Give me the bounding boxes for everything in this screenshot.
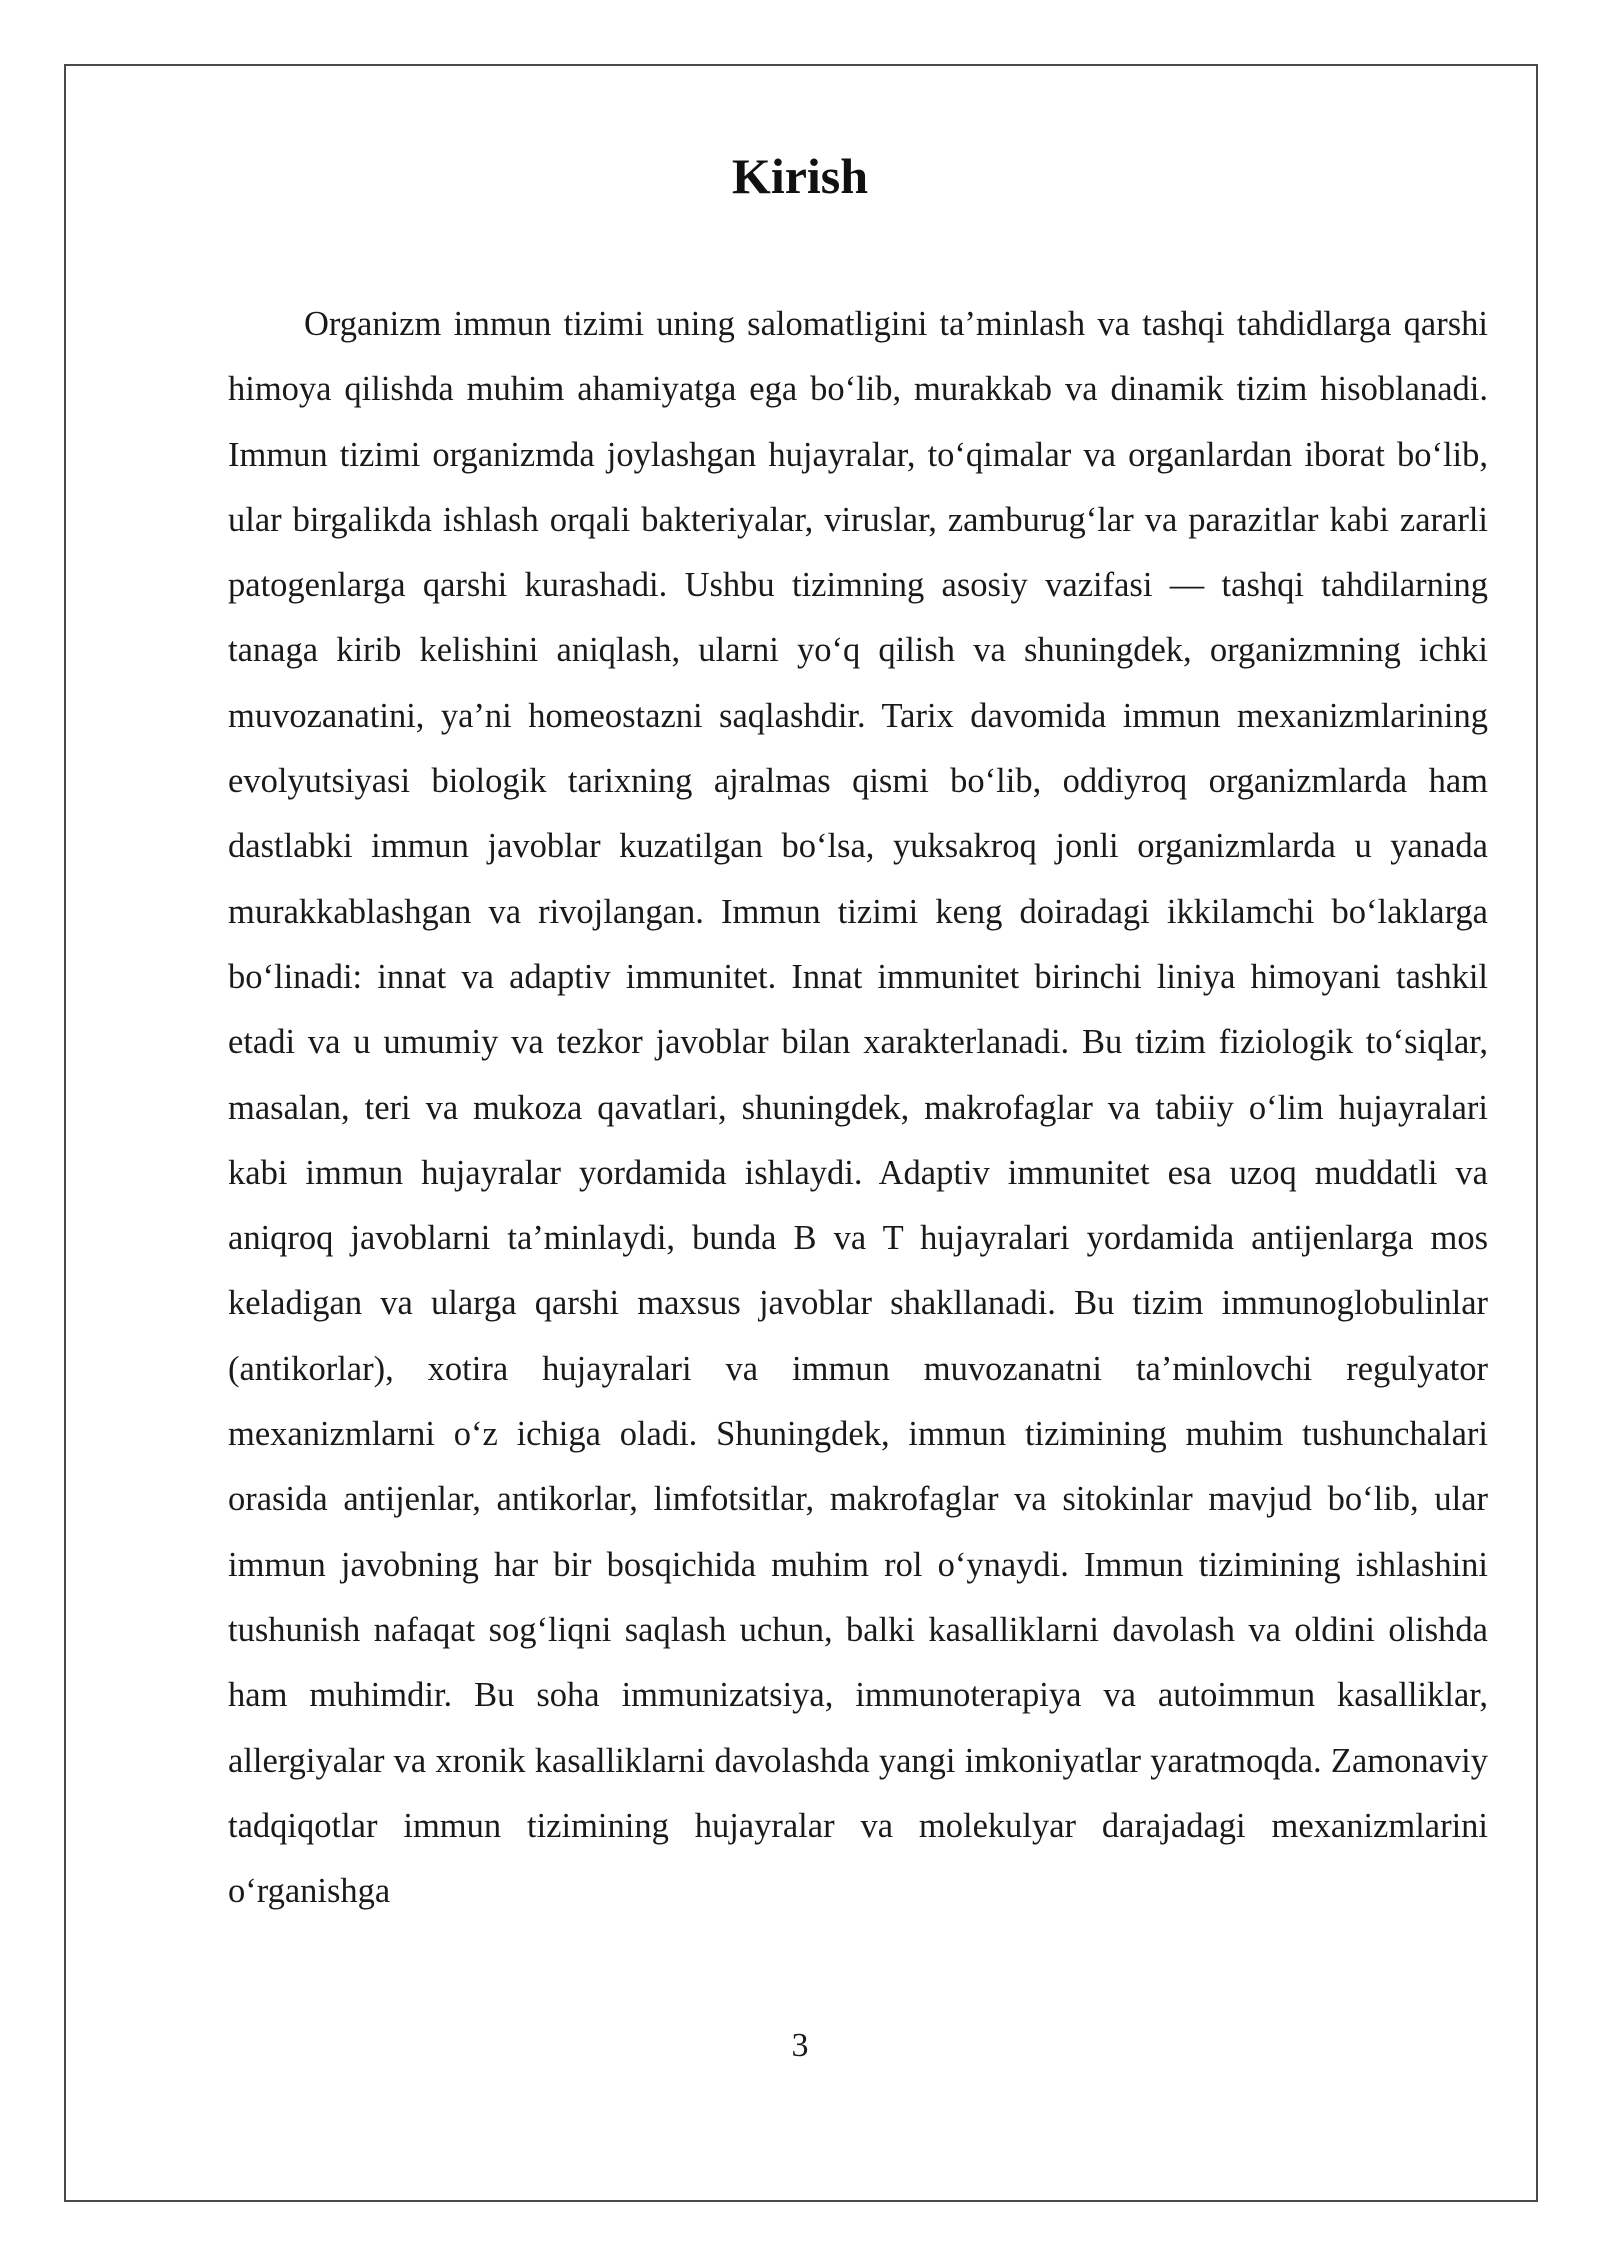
page-number: 3: [791, 2027, 809, 2064]
body-paragraph: Organizm immun tizimi uning salomatligini ta’minlash va tashqi tahdidlarga qarshi himoya qilishda muhim ahamiyatga ega bo‘lib, murakkab va dinamik tizim hisoblanadi. Immun tizimi organizmda joylashgan hujayralar, to‘qimalar va organlardan iborat bo‘lib, ular birgalikda ishlash orqali bakteriyalar, viruslar, zamburug‘lar va parazitlar kabi zararli patogenlarga qarshi kurashadi. Ushbu tizimning asosiy vazifasi — tashqi tahdilarning tanaga kirib kelishini aniqlash, ularni yo‘q qilish va shuningdek, organizmning ichki muvozanatini, ya’ni homeostazni saqlashdir. Tarix davomida immun mexanizmlarining evolyutsiyasi biologik tarixning ajralmas qismi bo‘lib, oddiyroq organizmlarda ham dastlabki immun javoblar kuzatilgan bo‘lsa, yuksakroq jonli organizmlarda u yanada murakkablashgan va rivojlangan. Immun tizimi keng doiradagi ikkilamchi bo‘laklarga bo‘linadi: innat va adaptiv immunitet. Innat immunitet birinchi liniya himoyani tashkil etadi va u umumiy va tezkor javoblar bilan xarakterlanadi. Bu tizim fiziologik to‘siqlar, masalan, teri va mukoza qavatlari, shuningdek, makrofaglar va tabiiy o‘lim hujayralari kabi immun hujayralar yordamida ishlaydi. Adaptiv immunitet esa uzoq muddatli va aniqroq javoblarni ta’minlaydi, bunda B va T hujayralari yordamida antijenlarga mos keladigan va ularga qarshi maxsus javoblar shakllanadi. Bu tizim immunoglobulinlar (antikorlar), xotira hujayralari va immun muvozanatni ta’minlovchi regulyator mexanizmlarni o‘z ichiga oladi. Shuningdek, immun tizimining muhim tushunchalari orasida antijenlar, antikorlar, limfotsitlar, makrofaglar va sitokinlar mavjud bo‘lib, ular immun javobning har bir bosqichida muhim rol o‘ynaydi. Immun tizimining ishlashini tushunish nafaqat sog‘liqni saqlash uchun, balki kasalliklarni davolash va oldini olishda ham muhimdir. Bu soha immunizatsiya, immunoterapiya va autoimmun kasalliklar, allergiyalar va xronik kasalliklarni davolashda yangi imkoniyatlar yaratmoqda. Zamonaviy tadqiqotlar immun tizimining hujayralar va molekulyar darajadagi mexanizmlarini o‘rganishga: [228, 305, 1488, 1911]
page-title: Kirish: [731, 148, 869, 204]
